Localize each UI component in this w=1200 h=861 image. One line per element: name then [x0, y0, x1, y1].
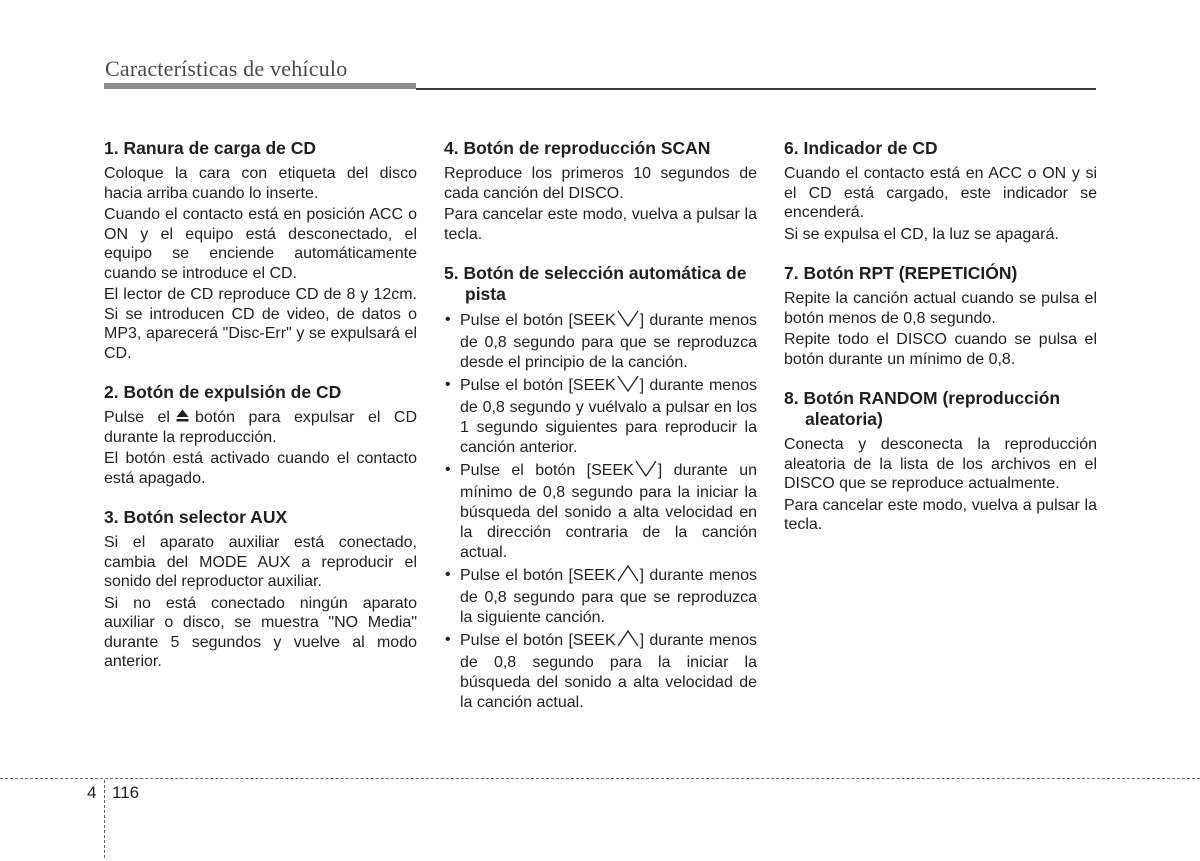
paragraph: El lector de CD reproduce CD de 8 y 12cm. Si se introducen CD de video, de datos o MP3, aparecerá "Disc-Err" y se expulsará el CD. — [104, 286, 417, 362]
paragraph: Conecta y desconecta la reproducción aleatoria de la lista de los archivos en el DISCO que se reproduce actualmente. — [784, 436, 1097, 492]
footer-divider — [0, 778, 1200, 779]
column-right — [784, 138, 1097, 554]
seek-down-icon — [635, 460, 657, 483]
page-number: 116 — [112, 783, 140, 802]
seek-up-icon — [617, 630, 639, 653]
section-heading: 8. Botón RANDOM (reproducción aleatoria) — [784, 388, 1061, 429]
list-item — [444, 565, 757, 628]
item-text-before: Pulse el botón [SEEK — [460, 312, 616, 329]
item-text-after: ] durante menos de 0,8 segundo y vuélvalo a pulsar en los 1 segundo siguientes para reproducir la canción anterior. — [460, 377, 758, 456]
footer-vertical-divider — [104, 780, 105, 858]
text-before-icon: Pulse el — [104, 409, 170, 426]
seek-down-icon — [617, 310, 639, 333]
paragraph: El botón está activado cuando el contacto está apagado. — [104, 450, 417, 487]
section-heading: 2. Botón de expulsión de CD — [104, 382, 342, 402]
item-text-after: ] durante menos de 0,8 segundo para que se reproduzca la siguiente canción. — [460, 567, 758, 626]
paragraph — [104, 408, 417, 447]
item-text-before: Pulse el botón [SEEK — [460, 462, 634, 479]
seek-up-icon — [617, 565, 639, 588]
section-aux-selector — [104, 507, 417, 672]
seek-down-icon — [617, 375, 639, 398]
item-text-before: Pulse el botón [SEEK — [460, 377, 616, 394]
section-heading: 6. Indicador de CD — [784, 138, 938, 158]
paragraph: Si el aparato auxiliar está conectado, cambia del MODE AUX a reproducir el sonido del reproductor auxiliar. — [104, 534, 417, 590]
item-text-after: ] durante menos de 0,8 segundo para la iniciar la búsqueda del sonido a alta velocidad de la canción actual. — [460, 632, 758, 711]
bullet: • — [445, 461, 451, 478]
chapter-number: 4 — [87, 783, 97, 802]
section-rpt-button — [784, 263, 1097, 369]
list-item — [444, 310, 757, 373]
paragraph: Para cancelar este modo, vuelva a pulsar la tecla. — [444, 206, 757, 243]
section-heading: 7. Botón RPT (REPETICIÓN) — [784, 263, 1018, 283]
item-text-before: Pulse el botón [SEEK — [460, 632, 616, 649]
section-scan-button — [444, 138, 757, 244]
item-text-after: ] durante un mínimo de 0,8 segundo para la iniciar la búsqueda del sonido a alta velocidad en la dirección contraria de la canción actual. — [460, 462, 757, 561]
column-left — [104, 138, 417, 691]
header-rule-thin — [416, 88, 1096, 90]
paragraph: Cuando el contacto está en posición ACC o ON y el equipo está desconectado, el equipo se enciende automáticamente cuando se introduce el CD. — [104, 206, 417, 282]
paragraph: Cuando el contacto está en ACC o ON y si el CD está cargado, este indicador se encenderá. — [784, 165, 1097, 221]
item-text-before: Pulse el botón [SEEK — [460, 567, 616, 584]
page-header-title: Características de vehículo — [105, 56, 348, 81]
bullet: • — [445, 376, 451, 393]
paragraph: Para cancelar este modo, vuelva a pulsar la tecla. — [784, 496, 1097, 533]
section-heading: 4. Botón de reproducción SCAN — [444, 138, 711, 158]
paragraph: Repite la canción actual cuando se pulsa el botón menos de 0,8 segundo. — [784, 290, 1097, 327]
bullet: • — [445, 631, 451, 648]
list-item — [444, 460, 757, 563]
paragraph: Si se expulsa el CD, la luz se apagará. — [784, 225, 1059, 243]
section-heading: 3. Botón selector AUX — [104, 507, 288, 527]
section-track-select — [444, 263, 757, 713]
section-eject-button — [104, 382, 417, 488]
paragraph: Si no está conectado ningún aparato auxiliar o disco, se muestra "NO Media" durante 5 segundos y vuelve al modo anterior. — [104, 594, 417, 670]
header-rule-thick — [104, 83, 416, 89]
paragraph: Coloque la cara con etiqueta del disco hacia arriba cuando lo inserte. — [104, 165, 417, 202]
section-random-button — [784, 388, 1097, 535]
section-heading: 1. Ranura de carga de CD — [104, 138, 317, 158]
eject-icon — [176, 408, 189, 428]
section-cd-slot — [104, 138, 417, 363]
list-item — [444, 630, 757, 713]
item-text-after: ] durante menos de 0,8 segundo para que se reproduzca desde el principio de la canción. — [460, 312, 758, 371]
section-cd-indicator — [784, 138, 1097, 244]
list-item — [444, 375, 757, 458]
column-middle — [444, 138, 757, 732]
paragraph: Repite todo el DISCO cuando se pulsa el botón durante un mínimo de 0,8. — [784, 331, 1097, 368]
section-heading: 5. Botón de selección automática de pista — [444, 263, 747, 304]
text-after-icon: botón para expulsar el CD durante la reproducción. — [104, 409, 418, 446]
paragraph: Reproduce los primeros 10 segundos de cada canción del DISCO. — [444, 165, 757, 202]
bullet: • — [445, 311, 451, 328]
bullet: • — [445, 566, 451, 583]
bullet-list — [444, 310, 757, 713]
